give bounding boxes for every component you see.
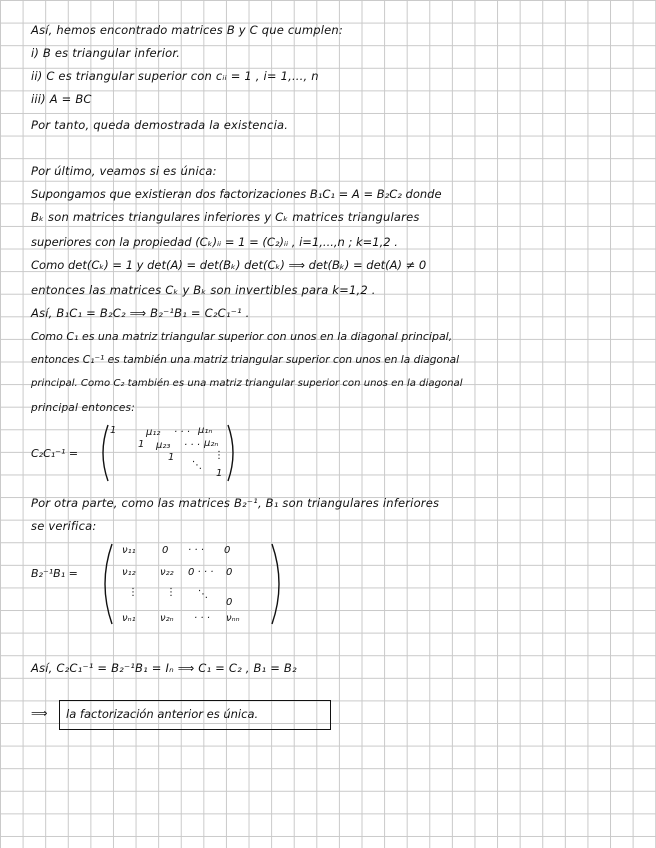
text-line: Por último, veamos si es única: <box>31 164 217 178</box>
implies-arrow: ⟹ <box>31 706 48 720</box>
matrix-cell: 1 <box>216 468 223 479</box>
matrix-cell: ⋱ <box>198 589 208 600</box>
text-line: Por otra parte, como las matrices B₂⁻¹, B₁ son triangulares inferiores <box>31 496 440 510</box>
text-line: se verifica: <box>31 519 97 533</box>
matrix-cell: 1 <box>138 439 145 450</box>
matrix-cell: 0 <box>162 545 169 556</box>
matrix-cell: ⋮ <box>128 587 138 598</box>
matrix-cell: ν₂ₙ <box>160 613 174 624</box>
text-line: superiores con la propiedad (Cₖ)ᵢᵢ = 1 = (C₂)ᵢᵢ , i=1,...,n ; k=1,2 . <box>31 235 398 249</box>
text-line: Así, C₂C₁⁻¹ = B₂⁻¹B₁ = Iₙ ⟹ C₁ = C₂ , B₁ = B₂ <box>31 661 297 675</box>
conclusion-box: la factorización anterior es única. <box>59 700 331 730</box>
matrix-cell: 0 <box>226 567 233 578</box>
text-line: iii) A = BC <box>31 92 92 106</box>
matrix-cell: ν₁₂ <box>122 567 136 578</box>
matrix-cell: μ₁ₙ <box>198 425 213 436</box>
text-line: Así, B₁C₁ = B₂C₂ ⟹ B₂⁻¹B₁ = C₂C₁⁻¹ . <box>31 306 250 320</box>
matrix-cell: · · · <box>188 545 204 556</box>
matrix-cell: μ₂₃ <box>156 440 171 451</box>
text-line: Como det(Cₖ) = 1 y det(A) = det(Bₖ) det(Cₖ) ⟹ det(Bₖ) = det(A) ≠ 0 <box>31 258 427 272</box>
text-line: Bₖ son matrices triangulares inferiores y Cₖ matrices triangulares <box>31 210 420 224</box>
matrix-cell: μ₁₂ <box>146 427 161 438</box>
matrix-cell: · · · <box>174 427 190 438</box>
text-line: principal entonces: <box>31 402 135 414</box>
text-line: i) B es triangular inferior. <box>31 46 181 60</box>
matrix-label: C₂C₁⁻¹ = <box>31 447 79 460</box>
matrix-cell: 0 <box>224 545 231 556</box>
matrix-cell: · · · <box>194 613 210 624</box>
text-line: ii) C es triangular superior con cᵢᵢ = 1 , i= 1,..., n <box>31 69 319 83</box>
matrix-cell: 1 <box>110 425 117 436</box>
matrix-cell: ⋮ <box>214 450 224 461</box>
matrix-cell: ⋱ <box>192 460 202 471</box>
text-line: entonces C₁⁻¹ es también una matriz triangular superior con unos en la diagonal <box>31 354 460 366</box>
matrix-cell: 0 · · · <box>188 567 214 578</box>
matrix-cell: ⋮ <box>166 587 176 598</box>
text-line: entonces las matrices Cₖ y Bₖ son invertibles para k=1,2 . <box>31 283 376 297</box>
text-line: principal. Como C₂ también es una matriz triangular superior con unos en la diagonal <box>31 378 463 389</box>
matrix-cell: · · · <box>184 440 200 451</box>
matrix-cell: ν₁₁ <box>122 545 136 556</box>
text-line: Así, hemos encontrado matrices B y C que cumplen: <box>31 23 343 37</box>
upper-unit-triangular-matrix <box>98 422 238 484</box>
matrix-cell: νₙₙ <box>226 613 240 624</box>
lower-triangular-matrix <box>100 541 285 627</box>
text-line: Supongamos que existieran dos factorizaciones B₁C₁ = A = B₂C₂ donde <box>31 187 442 201</box>
matrix-cell: 1 <box>168 452 175 463</box>
matrix-cell: μ₂ₙ <box>204 438 219 449</box>
matrix-cell: 0 <box>226 597 233 608</box>
text-line: Como C₁ es una matriz triangular superior con unos en la diagonal principal, <box>31 330 453 343</box>
matrix-cell: ν₂₂ <box>160 567 174 578</box>
matrix-label: B₂⁻¹B₁ = <box>31 567 78 580</box>
text-line: Por tanto, queda demostrada la existencia. <box>31 118 289 132</box>
matrix-cell: νₙ₁ <box>122 613 136 624</box>
